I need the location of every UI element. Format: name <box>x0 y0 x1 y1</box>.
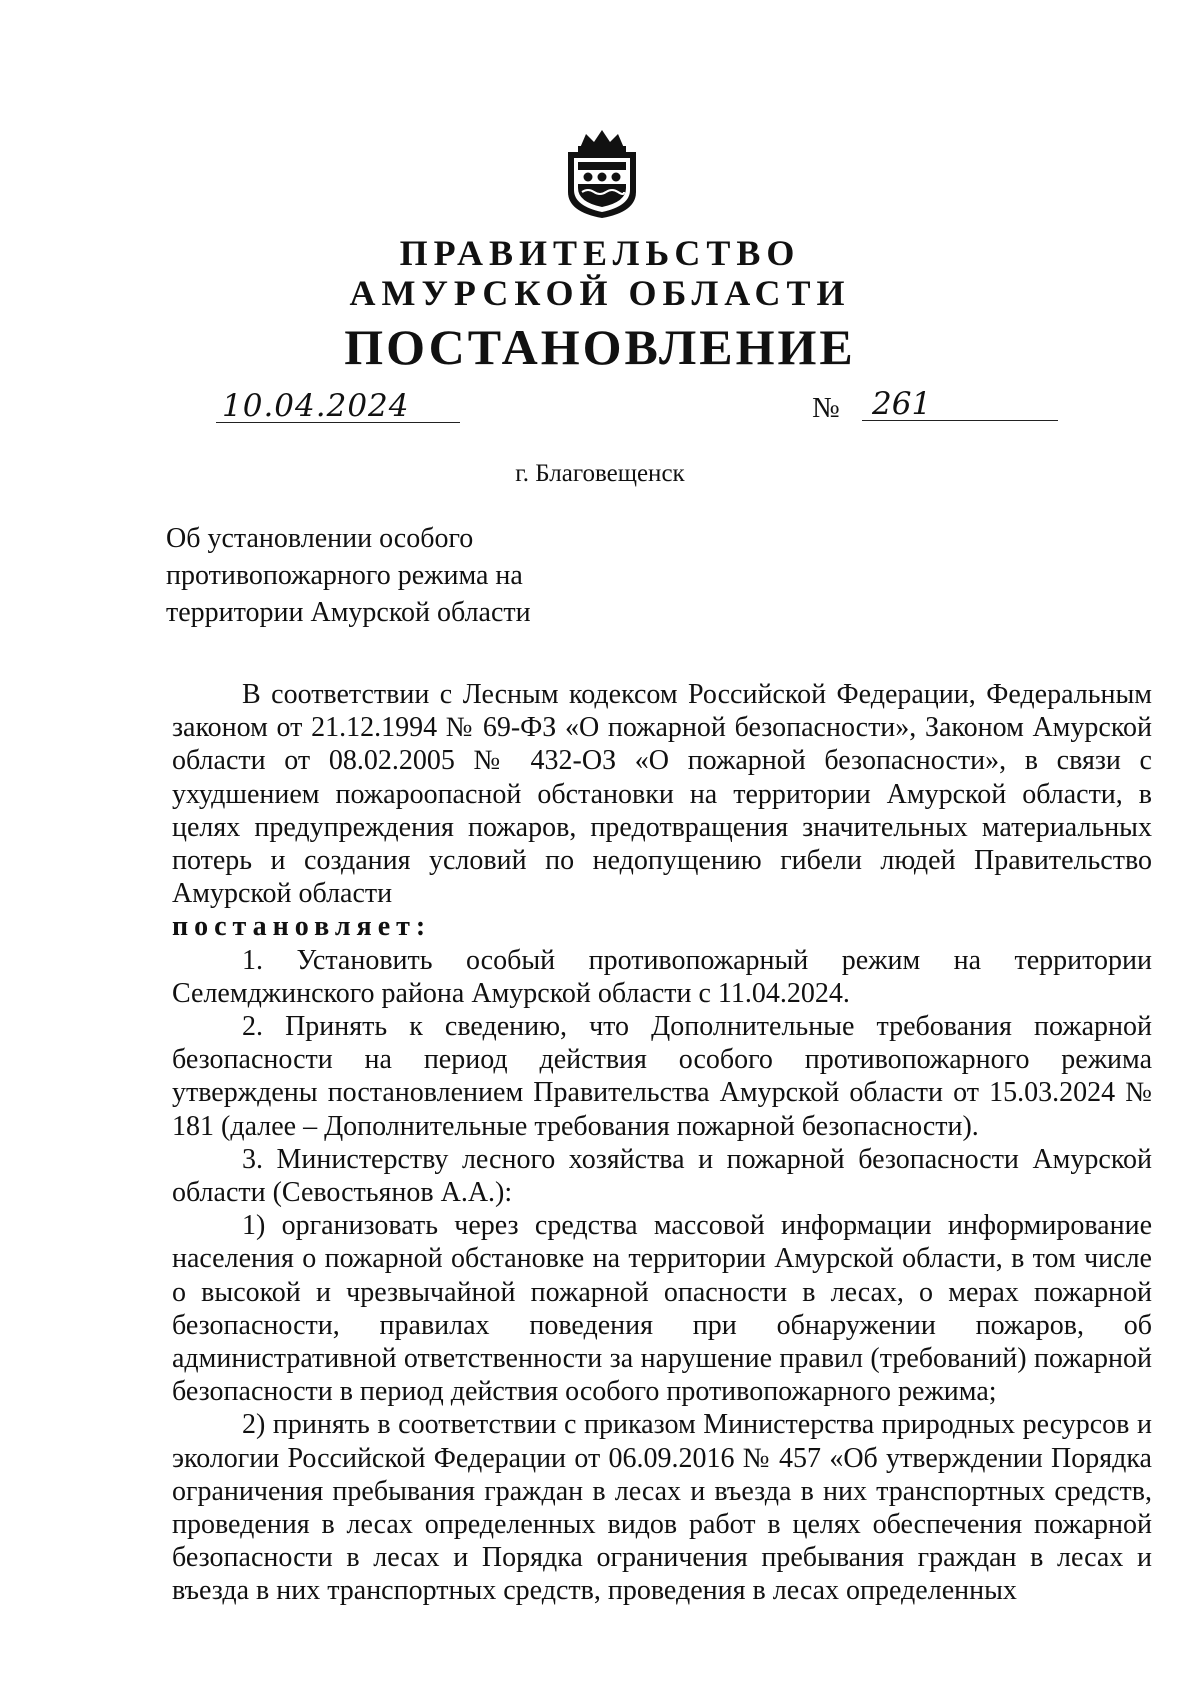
subject-line: Об установлении особого <box>166 523 474 554</box>
body-paragraph: 2) принять в соответствии с приказом Министерства природных ресурсов и экологии Российской Федерации от 06.09.2016 № 457 «Об утверждении Порядка ограничения пребывания граждан в лесах и въезда в них транспортных средств, проведения в лесах определенных видов работ в целях обеспечения пожарной безопасности в лесах и Порядка ограничения пребывания граждан в лесах и въезда в них транспортных средств, проведения в лесах определенных <box>172 1409 1152 1607</box>
subject-line: противопожарного режима на <box>166 560 523 591</box>
decree-word: постановляет: <box>172 911 432 943</box>
coat-of-arms-icon <box>556 126 648 220</box>
document-date: 10.04.2024 <box>222 388 410 424</box>
body-paragraph: 1) организовать через средства массовой информации информирование населения о пожарной обстановке на территории Амурской области, в том числе о высокой и чрезвычайной пожарной опасности в лесах, о мерах пожарной безопасности, правилах поведения при обнаружении пожаров, об административной ответственности за нарушение правил (требований) пожарной безопасности в период действия особого противопожарного режима; <box>172 1210 1152 1408</box>
org-name-line1: ПРАВИТЕЛЬСТВО <box>399 233 801 273</box>
city-label: г. Благовещенск <box>515 460 685 487</box>
body-paragraph: 2. Принять к сведению, что Дополнительные требования пожарной безопасности на период действия особого противопожарного режима утверждены постановлением Правительства Амурской области от 15.03.2024 № 181 (далее – Дополнительные требования пожарной безопасности). <box>172 1011 1152 1142</box>
preamble-paragraph: В соответствии с Лесным кодексом Российской Федерации, Федеральным законом от 21.12.1994 № 69-ФЗ «О пожарной безопасности», Законом Амурской области от 08.02.2005 № 432-ОЗ «О пожарной безопасности», в связи с ухудшением пожароопасной обстановки на территории Амурской области, в целях предупреждения пожаров, предотвращения значительных материальных потерь и создания условий по недопущению гибели людей Правительство Амурской области <box>172 679 1152 910</box>
document-type-title: ПОСТАНОВЛЕНИЕ <box>344 319 856 375</box>
subject-line: территории Амурской области <box>166 597 531 628</box>
number-sign: № <box>812 392 840 424</box>
document-body <box>172 678 1152 1608</box>
document-subject <box>166 520 531 631</box>
org-name-line2: АМУРСКОЙ ОБЛАСТИ <box>349 273 851 313</box>
date-underline <box>216 422 460 423</box>
body-paragraph: 3. Министерству лесного хозяйства и пожарной безопасности Амурской области (Севостьянов А.А.): <box>172 1143 1152 1209</box>
number-underline <box>862 420 1058 421</box>
body-paragraph: 1. Установить особый противопожарный режим на территории Селемджинского района Амурской области с 11.04.2024. <box>172 944 1152 1009</box>
document-number: 261 <box>872 386 932 422</box>
